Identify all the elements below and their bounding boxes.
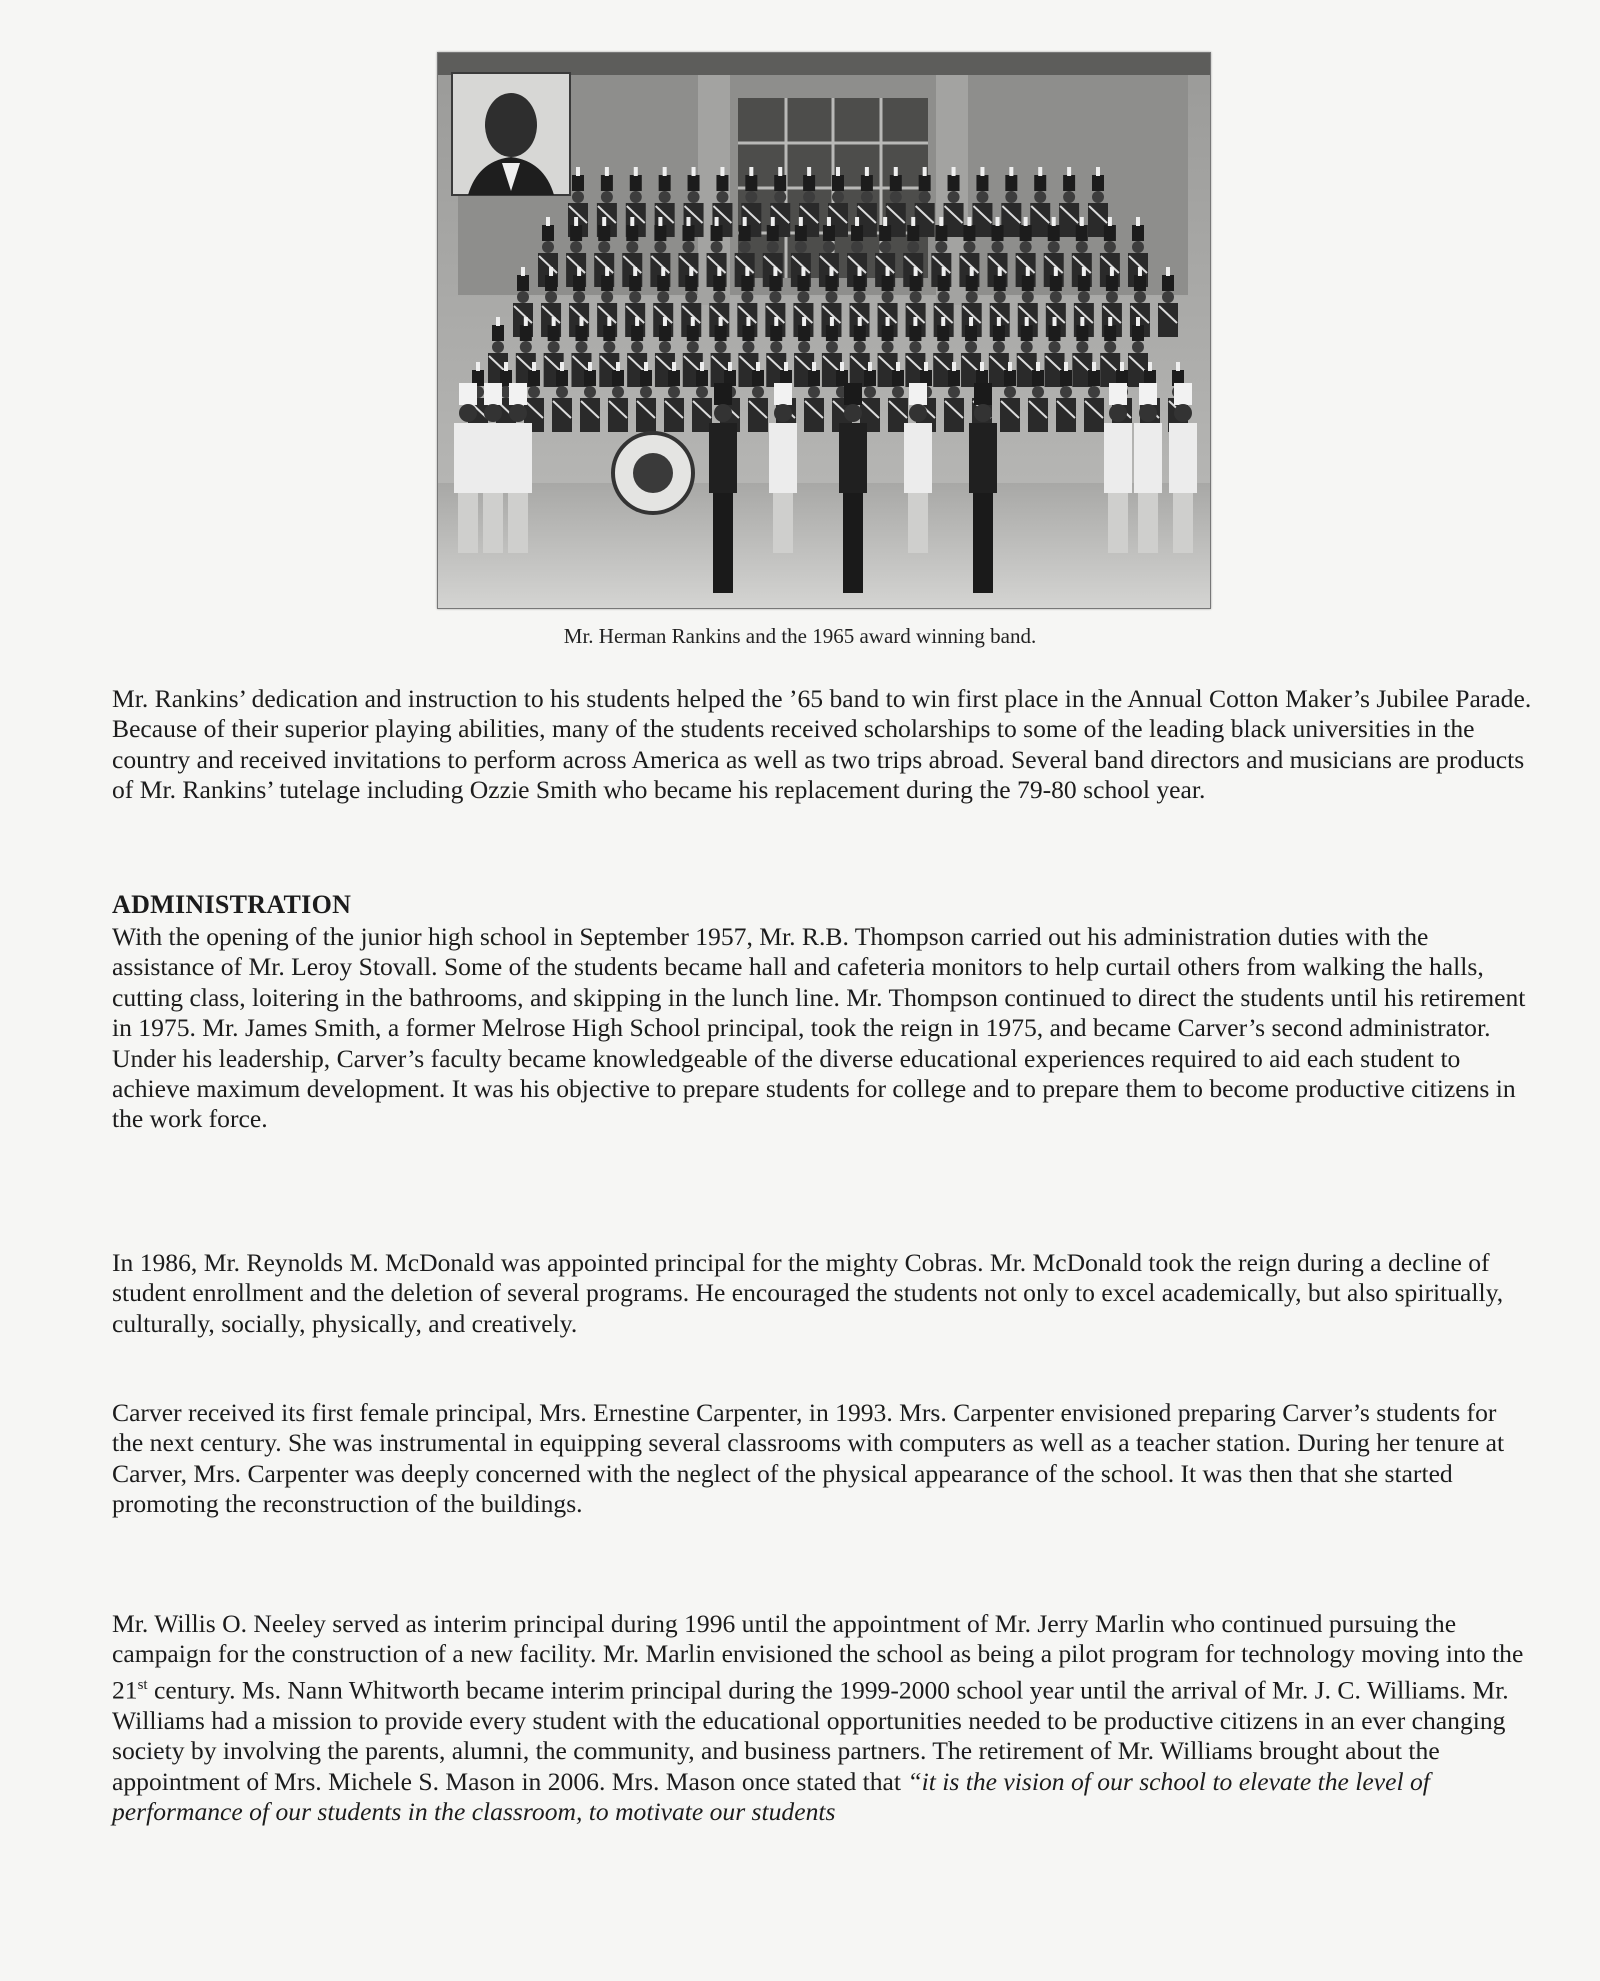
band-photo-image [438,53,1210,608]
administration-paragraph-3 [112,1398,1532,1520]
photo-caption: Mr. Herman Rankins and the 1965 award winning band. [563,624,1037,648]
administration-paragraph-2 [112,1248,1532,1339]
paragraph-neeley-to-mason [112,1609,1532,1827]
paragraph-mcdonald: In 1986, Mr. Reynolds M. McDonald was appointed principal for the mighty Cobras. Mr. McDonald took the reign during a decline of student enrollment and the deletion of several programs. He encouraged the students not only to excel academically, but also spiritually, culturally, socially, physically, and creatively. [112,1248,1504,1338]
superscript-st: st [137,1676,148,1693]
mason-quote: “it is the vision of our school to elevate the level of performance of our students in the classroom, to motivate our students [112,1766,1430,1826]
administration-paragraph-1 [112,922,1532,1135]
band-paragraph [112,684,1532,806]
section-heading-administration: ADMINISTRATION [112,890,352,919]
paragraph-text-part-2: century. Ms. Nann Whitworth became interim principal during the 1999-2000 school year until the arrival of Mr. J. C. Williams. Mr. Williams had a mission to provide every student with the educational opportunities needed to be productive citizens in an ever changing society by involving the parents, alumni, the community, and business partners. The retirement of Mr. Williams brought about the appointment of Mrs. Michele S. Mason in 2006. Mrs. Mason once stated that [112,1675,1509,1796]
paragraph-carpenter: Carver received its first female principal, Mrs. Ernestine Carpenter, in 1993. Mrs. Carpenter envisioned preparing Carver’s students for the next century. She was instrumental in equipping several classrooms with computers as well as a teacher station. During her tenure at Carver, Mrs. Carpenter was deeply concerned with the neglect of the physical appearance of the school. It was then that she started promoting the reconstruction of the buildings. [112,1398,1505,1519]
paragraph-thompson-smith: With the opening of the junior high school in September 1957, Mr. R.B. Thompson carried out his administration duties with the assistance of Mr. Leroy Stovall. Some of the students became hall and cafeteria monitors to help curtail others from walking the halls, cutting class, loitering in the bathrooms, and skipping in the lunch line. Mr. Thompson continued to direct the students until his retirement in 1975. Mr. James Smith, a former Melrose High School principal, took the reign in 1975, and became Carver’s second administrator. Under his leadership, Carver’s faculty became knowledgeable of the diverse educational experiences required to aid each student to achieve maximum development. It was his objective to prepare students for college and to prepare them to become productive citizens in the work force. [112,922,1526,1134]
paragraph-text-part-1: Mr. Willis O. Neeley served as interim principal during 1996 until the appointment of Mr. Jerry Marlin who continued pursuing the campaign for the construction of a new facility. Mr. Marlin envisioned the school as being a pilot program for technology moving into the 21 [112,1609,1524,1705]
administration-paragraph-4 [112,1609,1532,1827]
bass-drum [613,433,693,513]
band-photo [437,52,1211,609]
paragraph-band: Mr. Rankins’ dedication and instruction to his students helped the ’65 band to win first place in the Annual Cotton Maker’s Jubilee Parade. Because of their superior playing abilities, many of the students received scholarships to some of the leading black universities in the country and received invitations to perform across America as well as two trips abroad. Several band directors and musicians are products of Mr. Rankins’ tutelage including Ozzie Smith who became his replacement during the 79-80 school year. [112,684,1532,805]
